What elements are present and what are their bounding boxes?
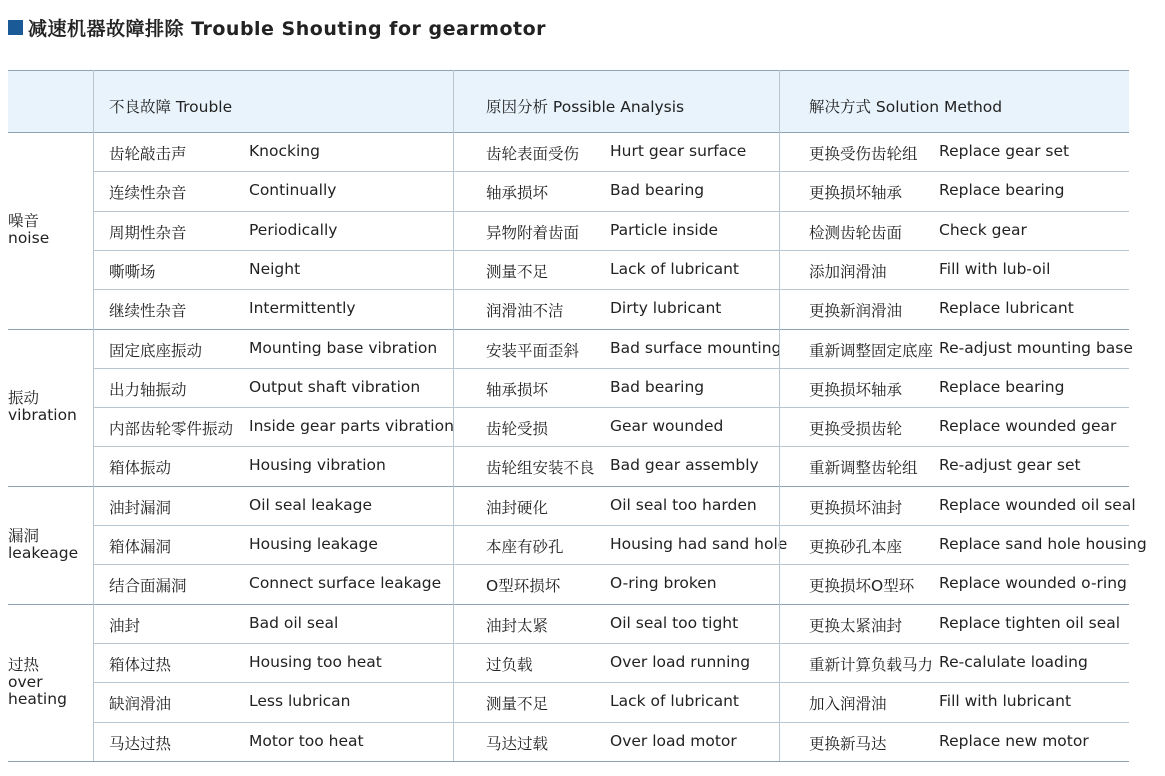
cell-s-en: Replace bearing (939, 181, 1065, 200)
cell-a-en: Bad gear assembly (610, 456, 759, 475)
cell-s-en: Fill with lub-oil (939, 259, 1051, 278)
cell-s-en: Check gear (939, 220, 1027, 239)
column-divider (93, 70, 94, 761)
header-analysis: 原因分析 Possible Analysis (486, 98, 685, 116)
cell-t-en: Housing too heat (249, 652, 382, 671)
cell-s-zh: 更换损坏轴承 (809, 184, 903, 203)
row-divider (93, 682, 1129, 683)
group-label (8, 213, 49, 247)
cell-a-zh: 油封太紧 (486, 616, 549, 635)
cell-a-en: Bad surface mounting (610, 338, 782, 357)
cell-s-zh: 更换受伤齿轮组 (809, 145, 918, 163)
group-label-en: vibration (8, 406, 77, 425)
row-divider (93, 564, 1129, 565)
group-label-en: heating (8, 689, 67, 708)
cell-t-en: Housing leakage (249, 535, 378, 553)
cell-t-en: Intermittently (249, 299, 356, 318)
cell-t-zh: 箱体振动 (109, 459, 172, 478)
cell-t-en: Output shaft vibration (249, 377, 421, 396)
cell-t-en: Continually (249, 181, 337, 200)
group-label-zh: 振动 (8, 389, 40, 408)
row-divider (93, 446, 1129, 447)
cell-a-zh: 安装平面歪斜 (486, 341, 580, 360)
cell-a-en: Particle inside (610, 220, 719, 239)
cell-t-en: Neight (249, 259, 301, 278)
cell-t-zh: 油封 (109, 616, 141, 635)
header-trouble: 不良故障 Trouble (109, 98, 233, 116)
cell-a-zh: 异物附着齿面 (486, 223, 580, 242)
row-divider (8, 604, 1129, 605)
group-label (8, 657, 67, 708)
column-divider (779, 70, 780, 761)
group-label (8, 528, 78, 562)
cell-t-zh: 连续性杂音 (109, 184, 187, 203)
cell-t-en: Connect surface leakage (249, 574, 442, 593)
group-label-en: leakeage (8, 543, 79, 562)
cell-a-en: Lack of lubricant (610, 259, 739, 278)
cell-t-zh: 出力轴振动 (109, 380, 187, 399)
cell-s-en: Replace wounded oil seal (939, 495, 1136, 514)
cell-s-en: Fill with lubricant (939, 692, 1072, 711)
row-divider (93, 643, 1129, 644)
cell-s-en: Replace lubricant (939, 299, 1074, 318)
group-label-zh: 漏洞 (8, 526, 40, 545)
cell-t-en: Bad oil seal (249, 613, 339, 632)
row-divider (93, 289, 1129, 290)
cell-a-zh: 本座有砂孔 (486, 538, 564, 556)
cell-s-en: Re-adjust mounting base (939, 338, 1133, 357)
cell-s-zh: 更换太紧油封 (809, 616, 903, 635)
row-divider (8, 486, 1129, 487)
cell-s-zh: 更换新润滑油 (809, 302, 903, 321)
cell-t-zh: 箱体漏洞 (109, 538, 172, 556)
cell-a-zh: 轴承损坏 (486, 184, 549, 203)
cell-a-zh: 马达过载 (486, 734, 549, 753)
cell-a-en: Oil seal too tight (610, 613, 739, 632)
page-title (8, 14, 546, 40)
cell-a-zh: 轴承损坏 (486, 380, 549, 399)
cell-s-zh: 更换损坏轴承 (809, 380, 903, 399)
cell-a-en: O-ring broken (610, 574, 717, 593)
cell-s-en: Replace bearing (939, 377, 1065, 396)
cell-a-en: Dirty lubricant (610, 299, 722, 318)
cell-s-zh: 检测齿轮齿面 (809, 223, 903, 242)
cell-s-zh: 更换损坏O型环 (809, 577, 915, 596)
cell-s-zh: 更换新马达 (809, 734, 887, 753)
cell-s-zh: 添加润滑油 (809, 262, 887, 281)
cell-a-zh: 油封硬化 (486, 498, 549, 517)
cell-t-en: Oil seal leakage (249, 495, 373, 514)
cell-t-en: Mounting base vibration (249, 338, 438, 357)
row-divider (93, 407, 1129, 408)
cell-s-en: Replace wounded o-ring (939, 574, 1127, 593)
cell-a-en: Lack of lubricant (610, 692, 739, 711)
cell-a-zh: 齿轮组安装不良 (486, 459, 595, 478)
row-divider (93, 525, 1129, 526)
cell-t-zh: 箱体过热 (109, 655, 172, 674)
row-divider (8, 70, 1129, 71)
row-divider (93, 368, 1129, 369)
cell-a-zh: 齿轮表面受伤 (486, 145, 580, 163)
cell-t-zh: 结合面漏洞 (109, 577, 187, 596)
cell-a-en: Gear wounded (610, 417, 724, 436)
cell-t-zh: 油封漏洞 (109, 498, 172, 517)
cell-s-en: Replace wounded gear (939, 417, 1117, 436)
cell-t-en: Knocking (249, 142, 320, 160)
cell-a-en: Oil seal too harden (610, 495, 757, 514)
cell-s-en: Replace new motor (939, 731, 1089, 750)
cell-a-en: Bad bearing (610, 181, 705, 200)
cell-s-en: Re-calulate loading (939, 652, 1088, 671)
group-label-en: over (8, 672, 43, 691)
cell-a-zh: 齿轮受损 (486, 420, 549, 439)
group-label-zh: 噪音 (8, 212, 40, 231)
cell-t-en: Less lubrican (249, 692, 351, 711)
cell-s-zh: 重新调整齿轮组 (809, 459, 918, 478)
cell-t-en: Motor too heat (249, 731, 364, 750)
cell-t-en: Inside gear parts vibration (249, 417, 454, 436)
column-divider (453, 70, 454, 761)
row-divider (93, 722, 1129, 723)
cell-a-zh: 测量不足 (486, 262, 549, 281)
cell-s-zh: 更换受损齿轮 (809, 420, 903, 439)
cell-a-zh: O型环损坏 (486, 577, 561, 596)
cell-t-zh: 固定底座振动 (109, 341, 203, 360)
cell-t-zh: 齿轮敲击声 (109, 145, 187, 163)
cell-a-zh: 过负载 (486, 655, 533, 674)
cell-s-en: Replace sand hole housing (939, 535, 1147, 553)
cell-t-en: Periodically (249, 220, 338, 239)
row-divider (8, 132, 1129, 133)
group-label-zh: 过热 (8, 655, 40, 674)
cell-a-en: Over load running (610, 652, 751, 671)
row-divider (8, 761, 1129, 762)
cell-s-en: Replace tighten oil seal (939, 613, 1121, 632)
cell-a-zh: 测量不足 (486, 695, 549, 714)
cell-t-zh: 内部齿轮零件振动 (109, 420, 234, 439)
group-label-en: noise (8, 229, 50, 248)
cell-t-en: Housing vibration (249, 456, 386, 475)
title-text: 减速机器故障排除 Trouble Shouting for gearmotor (28, 17, 547, 40)
cell-s-en: Re-adjust gear set (939, 456, 1081, 475)
cell-t-zh: 缺润滑油 (109, 695, 172, 714)
cell-a-zh: 润滑油不洁 (486, 302, 564, 321)
header-solution: 解决方式 Solution Method (809, 98, 1003, 116)
cell-s-zh: 加入润滑油 (809, 695, 887, 714)
row-divider (93, 211, 1129, 212)
cell-s-zh: 更换砂孔本座 (809, 538, 903, 556)
cell-a-en: Housing had sand hole (610, 535, 788, 553)
cell-t-zh: 嘶嘶场 (109, 262, 156, 281)
cell-a-en: Over load motor (610, 731, 737, 750)
cell-a-en: Hurt gear surface (610, 142, 747, 160)
cell-s-en: Replace gear set (939, 142, 1070, 160)
group-label (8, 390, 77, 424)
cell-t-zh: 马达过热 (109, 734, 172, 753)
cell-t-zh: 周期性杂音 (109, 223, 187, 242)
row-divider (93, 171, 1129, 172)
row-divider (8, 329, 1129, 330)
title-marker (8, 20, 23, 35)
cell-s-zh: 重新调整固定底座 (809, 341, 934, 360)
cell-s-zh: 重新计算负载马力 (809, 655, 934, 674)
row-divider (93, 250, 1129, 251)
cell-s-zh: 更换损坏油封 (809, 498, 903, 517)
cell-t-zh: 继续性杂音 (109, 302, 187, 321)
cell-a-en: Bad bearing (610, 377, 705, 396)
